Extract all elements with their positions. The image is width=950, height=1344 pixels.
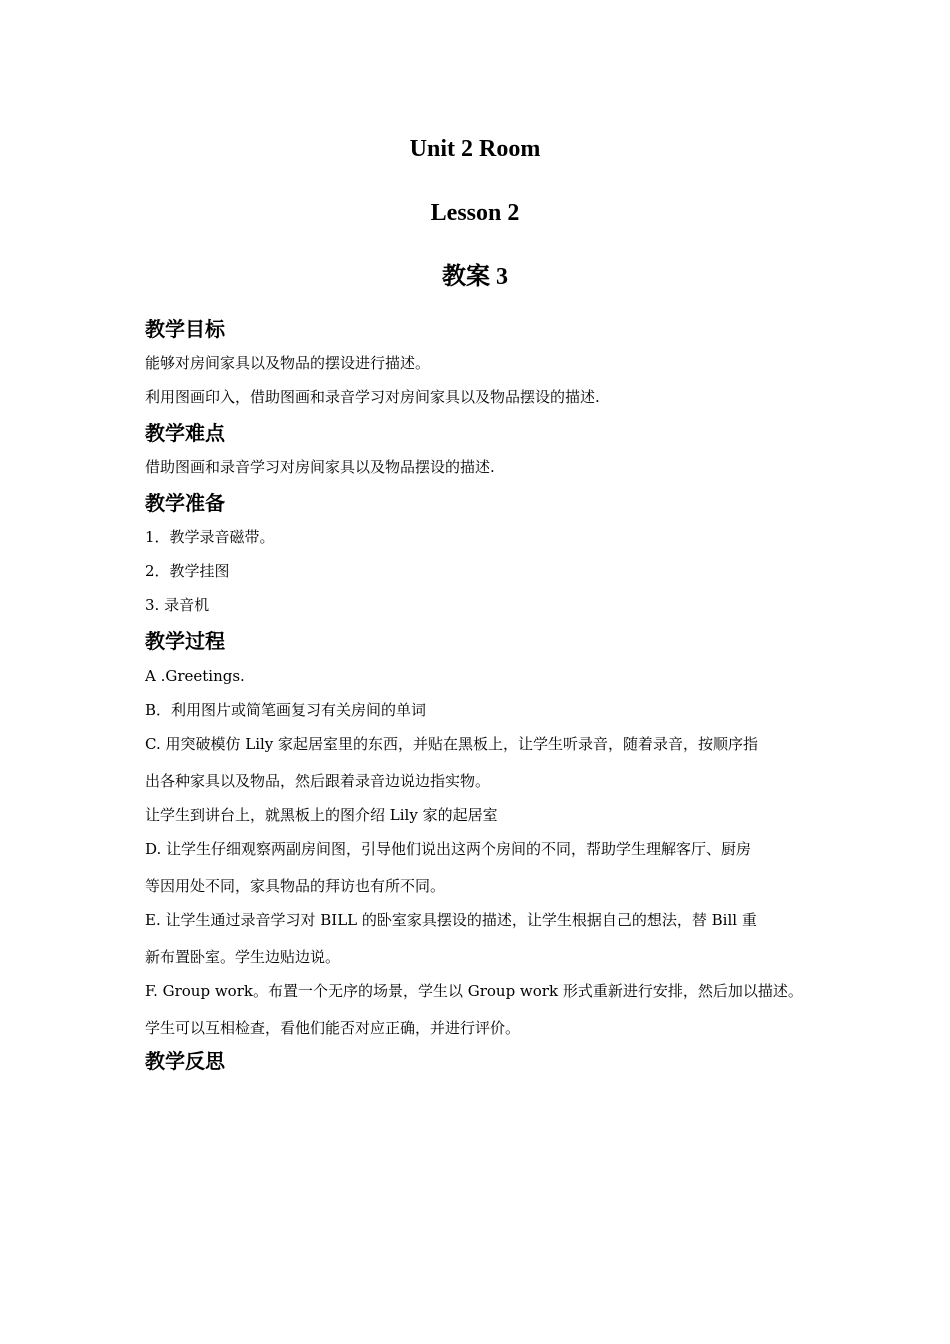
process-line: 新布置卧室。学生边贴边说。 bbox=[145, 948, 341, 966]
process-line: 等因用处不同，家具物品的拜访也有所不同。 bbox=[145, 877, 446, 895]
preparation-heading: 教学准备 bbox=[145, 491, 225, 515]
objectives-heading: 教学目标 bbox=[145, 317, 225, 341]
process-line: A .Greetings. bbox=[145, 667, 245, 685]
process-line: 让学生到讲台上，就黑板上的图介绍 Lily 家的起居室 bbox=[145, 806, 498, 824]
lesson-title: Lesson 2 bbox=[430, 200, 520, 226]
objectives-line: 利用图画印入，借助图画和录音学习对房间家具以及物品摆设的描述. bbox=[145, 388, 600, 406]
process-line: D. 让学生仔细观察两副房间图，引导他们说出这两个房间的不同，帮助学生理解客厅、厨房 bbox=[145, 840, 752, 858]
unit-title: Unit 2 Room bbox=[409, 136, 541, 162]
process-heading: 教学过程 bbox=[145, 629, 225, 653]
difficulties-heading: 教学难点 bbox=[145, 421, 225, 445]
process-line: 出各种家具以及物品，然后跟着录音边说边指实物。 bbox=[145, 772, 491, 790]
preparation-line: 3. 录音机 bbox=[145, 596, 210, 614]
process-line: B．利用图片或简笔画复习有关房间的单词 bbox=[145, 701, 427, 719]
process-line: E. 让学生通过录音学习对 BILL 的卧室家具摆设的描述，让学生根据自己的想法，替 Bill 重 bbox=[145, 911, 757, 929]
process-line: 学生可以互相检查，看他们能否对应正确，并进行评价。 bbox=[145, 1019, 521, 1037]
difficulties-line: 借助图画和录音学习对房间家具以及物品摆设的描述. bbox=[145, 458, 495, 476]
process-line: C. 用突破模仿 Lily 家起居室里的东西，并贴在黑板上，让学生听录音，随着录音，按顺序指 bbox=[145, 735, 759, 753]
process-line: F. Group work。布置一个无序的场景，学生以 Group work 形式重新进行安排，然后加以描述。 bbox=[145, 982, 803, 1000]
objectives-line: 能够对房间家具以及物品的摆设进行描述。 bbox=[145, 354, 431, 372]
preparation-line: 1．教学录音磁带。 bbox=[145, 528, 275, 546]
plan-title: 教案 3 bbox=[442, 264, 508, 290]
reflection-heading: 教学反思 bbox=[145, 1049, 225, 1073]
preparation-line: 2．教学挂图 bbox=[145, 562, 230, 580]
